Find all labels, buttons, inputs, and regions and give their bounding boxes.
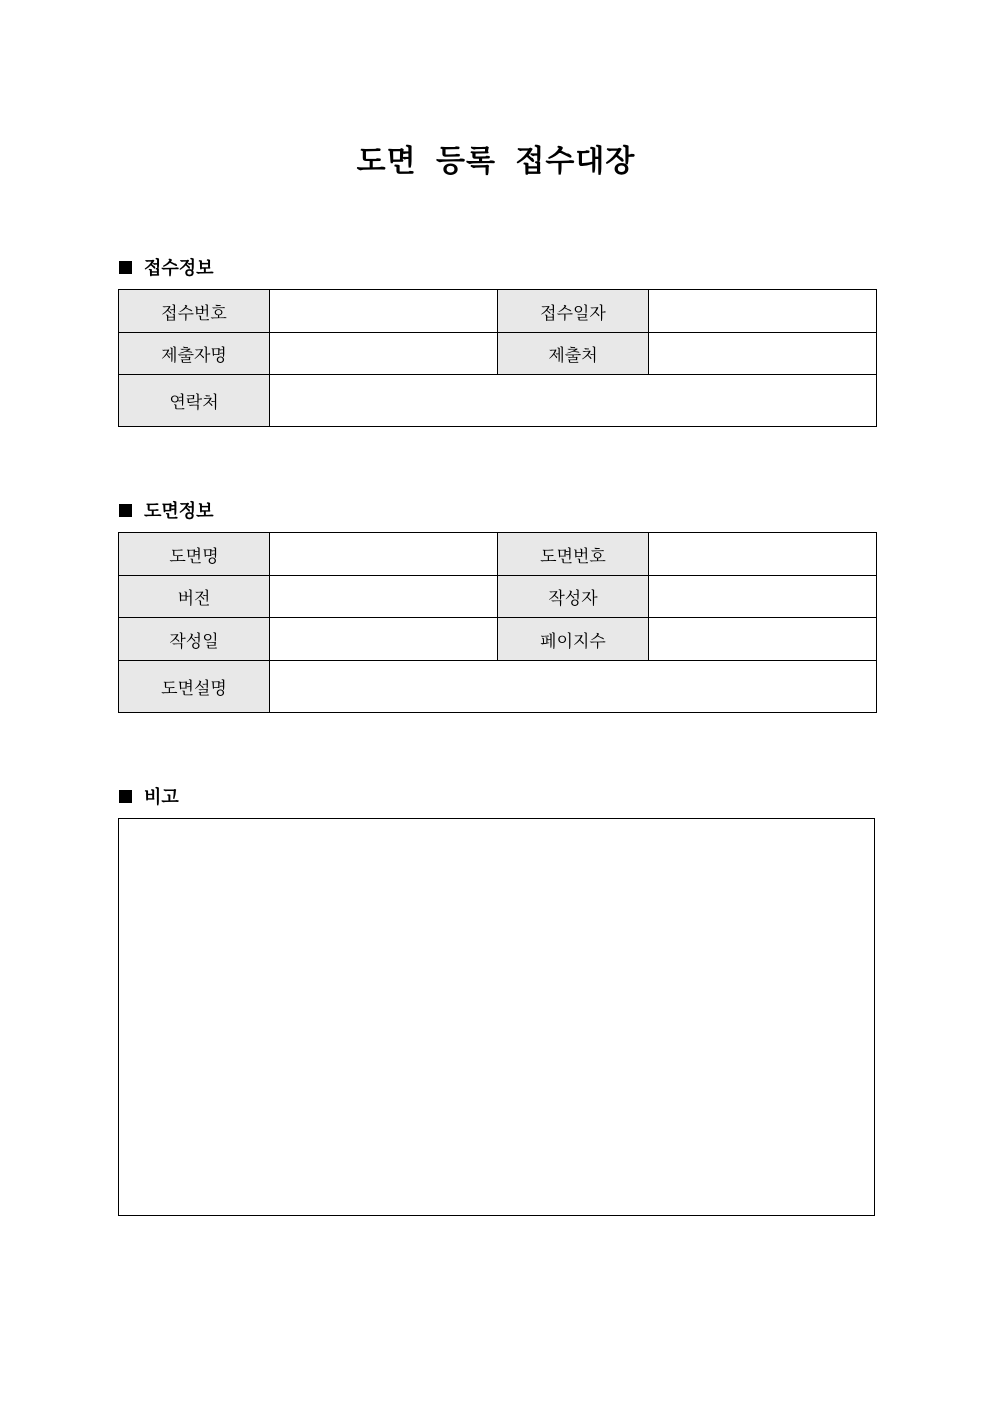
label-receipt-date: 접수일자 xyxy=(498,290,649,333)
label-drawing-number: 도면번호 xyxy=(498,533,649,576)
field-page-count[interactable] xyxy=(649,618,877,661)
field-created-date[interactable] xyxy=(270,618,498,661)
field-receipt-number[interactable] xyxy=(270,290,498,333)
square-bullet-icon xyxy=(119,261,132,274)
field-submitter-name[interactable] xyxy=(270,333,498,375)
field-receipt-date[interactable] xyxy=(649,290,877,333)
square-bullet-icon xyxy=(119,790,132,803)
field-drawing-name[interactable] xyxy=(270,533,498,576)
section-heading-receipt xyxy=(119,254,214,280)
label-submitter-name: 제출자명 xyxy=(119,333,270,375)
remarks-field[interactable] xyxy=(118,818,875,1216)
section-heading-label: 비고 xyxy=(144,787,179,808)
label-author: 작성자 xyxy=(498,576,649,618)
field-author[interactable] xyxy=(649,576,877,618)
label-drawing-description: 도면설명 xyxy=(119,661,270,713)
label-page-count: 페이지수 xyxy=(498,618,649,661)
label-created-date: 작성일 xyxy=(119,618,270,661)
section-heading-label: 도면정보 xyxy=(144,501,214,522)
field-contact[interactable] xyxy=(270,375,877,427)
section-heading-label: 접수정보 xyxy=(144,258,214,279)
receipt-info-table xyxy=(118,289,877,427)
drawing-info-table xyxy=(118,532,877,713)
label-drawing-name: 도면명 xyxy=(119,533,270,576)
section-heading-drawing xyxy=(119,497,214,523)
square-bullet-icon xyxy=(119,504,132,517)
page-title: 도면 등록 접수대장 xyxy=(356,144,636,179)
label-receipt-number: 접수번호 xyxy=(119,290,270,333)
field-version[interactable] xyxy=(270,576,498,618)
field-submitted-to[interactable] xyxy=(649,333,877,375)
label-version: 버전 xyxy=(119,576,270,618)
field-drawing-description[interactable] xyxy=(270,661,877,713)
section-heading-remarks xyxy=(119,783,179,809)
label-contact: 연락처 xyxy=(119,375,270,427)
field-drawing-number[interactable] xyxy=(649,533,877,576)
label-submitted-to: 제출처 xyxy=(498,333,649,375)
